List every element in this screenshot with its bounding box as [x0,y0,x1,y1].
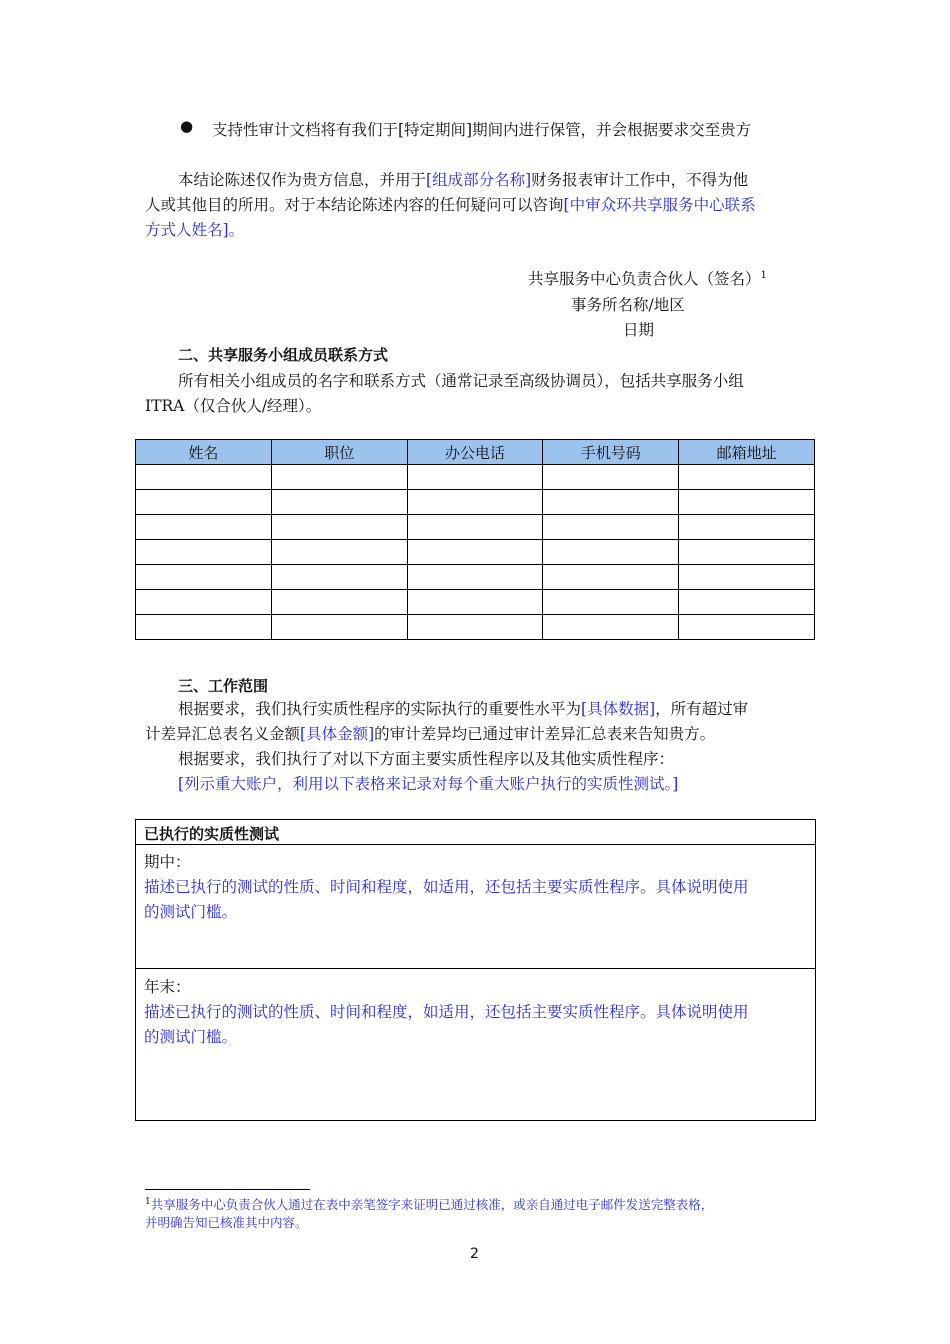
table-cell[interactable] [679,540,815,565]
table-row [136,515,815,540]
table-cell[interactable] [407,490,543,515]
table-cell[interactable] [407,465,543,490]
table-cell[interactable] [271,465,407,490]
table-cell[interactable] [543,615,679,640]
conclusion-text: 本结论陈述仅作为贵方信息，并用于 [178,171,427,189]
table-cell[interactable] [407,615,543,640]
table-cell[interactable] [136,465,272,490]
section3-text: 的审计差异均已通过审计差异汇总表来告知贵方。 [374,725,716,743]
table-cell[interactable] [271,590,407,615]
bullet-text: 支持性审计文档将有我们于[特定期间]期间内进行保管，并会根据要求交至贵方 [212,121,752,139]
interim-label: 期中： [144,853,191,871]
table-cell[interactable] [679,590,815,615]
yearend-description-1: 描述已执行的测试的性质、时间和程度，如适用，还包括主要实质性程序。具体说明使用 [144,1003,749,1021]
table-cell[interactable] [407,565,543,590]
tests-table-title: 已执行的实质性测试 [144,825,280,843]
column-header-office-phone: 办公电话 [407,440,543,465]
tests-table-header [135,819,816,845]
table-cell[interactable] [679,490,815,515]
signature-partner-text: 共享服务中心负责合伙人（签名） [528,270,761,288]
materiality-placeholder: [具体数据] [581,700,656,718]
table-cell[interactable] [271,540,407,565]
conclusion-line-2 [145,193,756,215]
footnote-ref: 1 [760,269,767,281]
table-row [136,590,815,615]
table-row [136,540,815,565]
column-header-mobile: 手机号码 [543,440,679,465]
section3-text: 计差异汇总表名义金额 [145,725,301,743]
table-cell[interactable] [136,540,272,565]
signature-firm: 事务所名称/地区 [571,296,685,314]
section3-para-2 [145,722,715,744]
table-cell[interactable] [679,565,815,590]
interim-cell[interactable] [135,844,816,969]
table-cell[interactable] [271,565,407,590]
column-header-position: 职位 [271,440,407,465]
conclusion-line-1 [178,168,748,190]
table-row [136,490,815,515]
section2-para-2: ITRA（仅合伙人/经理）。 [145,397,322,415]
table-cell[interactable] [136,590,272,615]
table-cell[interactable] [679,465,815,490]
yearend-description-2: 的测试门槛。 [144,1028,238,1046]
table-cell[interactable] [271,615,407,640]
table-cell[interactable] [136,515,272,540]
column-header-email: 邮箱地址 [679,440,815,465]
signature-partner [528,267,767,289]
component-name-placeholder: [组成部分名称] [426,171,532,189]
section3-para-1 [178,697,748,719]
table-cell[interactable] [543,490,679,515]
column-header-name: 姓名 [136,440,272,465]
footnote-mark: 1 [145,1196,151,1207]
table-row [136,465,815,490]
contact-placeholder: [中审众环共享服务中心联系 [563,196,756,214]
footnote-line-1 [145,1195,713,1213]
section3-heading: 三、工作范围 [178,677,269,695]
bullet-icon: ● [180,117,194,135]
conclusion-line-3: 方式人姓名]。 [145,221,245,239]
page-number: 2 [470,1246,479,1262]
yearend-cell[interactable] [135,968,816,1121]
footnote-line-2: 并明确告知已核准其中内容。 [145,1215,308,1230]
contacts-header-row [136,440,815,465]
table-cell[interactable] [136,615,272,640]
table-cell[interactable] [543,540,679,565]
footnote-text: 共享服务中心负责合伙人通过在表中亲笔签字来证明已通过核准，或亲自通过电子邮件发送完整表格， [150,1197,714,1212]
table-cell[interactable] [543,515,679,540]
table-cell[interactable] [543,590,679,615]
section3-text: 根据要求，我们执行实质性程序的实际执行的重要性水平为 [178,700,582,718]
table-row [136,565,815,590]
conclusion-text: 人或其他目的所用。对于本结论陈述内容的任何疑问可以咨询 [145,196,564,214]
section3-para-3: 根据要求，我们执行了对以下方面主要实质性程序以及其他实质性程序： [178,750,675,768]
table-cell[interactable] [271,490,407,515]
table-cell[interactable] [407,540,543,565]
table-cell[interactable] [407,515,543,540]
section3-para-4: [列示重大账户，利用以下表格来记录对每个重大账户执行的实质性测试。] [178,775,679,793]
table-cell[interactable] [271,515,407,540]
table-cell[interactable] [543,565,679,590]
table-cell[interactable] [136,490,272,515]
interim-description-1: 描述已执行的测试的性质、时间和程度，如适用，还包括主要实质性程序。具体说明使用 [144,878,749,896]
yearend-label: 年末： [144,978,191,996]
conclusion-text: 财务报表审计工作中，不得为他 [531,171,749,189]
section2-heading: 二、共享服务小组成员联系方式 [178,346,389,364]
contacts-table [135,439,815,640]
table-cell[interactable] [136,565,272,590]
footnote-separator [145,1189,310,1190]
interim-description-2: 的测试门槛。 [144,903,238,921]
table-row [136,615,815,640]
amount-placeholder: [具体金额] [300,725,375,743]
section3-text: ，所有超过审 [655,700,749,718]
signature-date: 日期 [623,321,655,339]
table-cell[interactable] [679,515,815,540]
table-cell[interactable] [679,615,815,640]
table-cell[interactable] [407,590,543,615]
table-cell[interactable] [543,465,679,490]
section2-para-1: 所有相关小组成员的名字和联系方式（通常记录至高级协调员），包括共享服务小组 [178,372,744,390]
